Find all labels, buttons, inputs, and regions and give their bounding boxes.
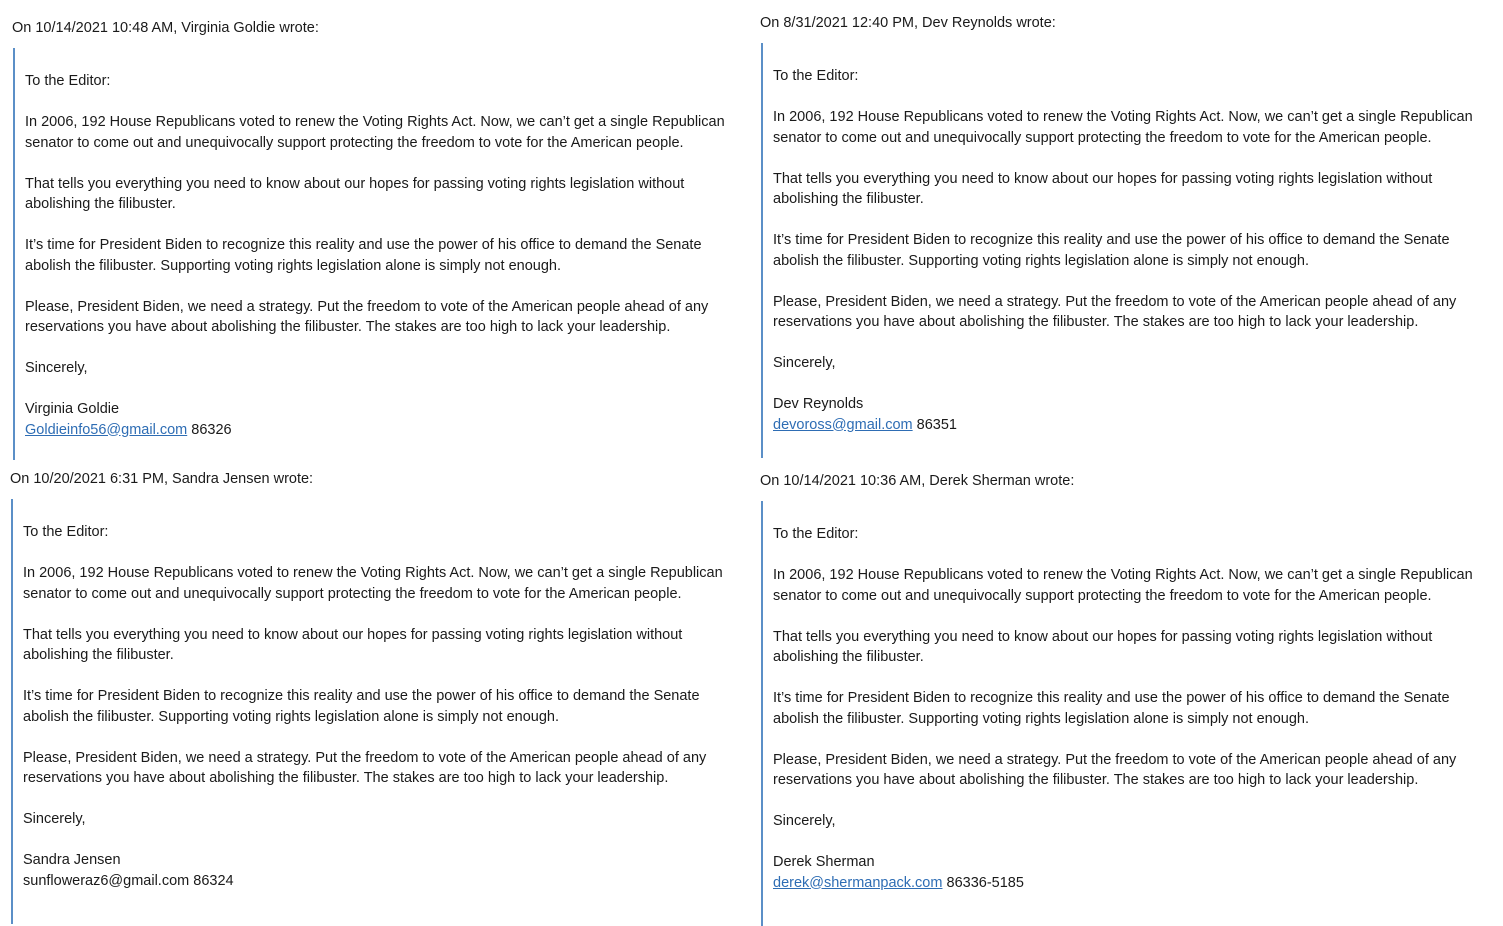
sender-contact <box>25 420 751 441</box>
paragraph-4-line-1: Please, President Biden, we need a strategy. Put the freedom to vote of the American people ahead of any <box>23 749 707 766</box>
paragraph-1-line-1: In 2006, 192 House Republicans voted to renew the Voting Rights Act. Now, we can’t get a single Republican <box>23 565 723 581</box>
paragraph-1-line-1: In 2006, 192 House Republicans voted to renew the Voting Rights Act. Now, we can’t get a single Republican <box>773 567 1473 583</box>
closing: Sincerely, <box>25 360 88 376</box>
sender-zip: 86324 <box>193 872 234 889</box>
paragraph-4-line-2: reservations you have about abolishing the filibuster. The stakes are too high to lack your leadership. <box>773 314 1419 330</box>
paragraph-3-line-1: It’s time for President Biden to recognize this reality and use the power of his office to demand the Senate <box>773 232 1450 248</box>
closing: Sincerely, <box>23 811 86 827</box>
quoted-letter <box>11 499 749 924</box>
paragraph-1-line-2: senator to come out and unequivocally support protecting the freedom to vote for the American people. <box>773 587 1432 604</box>
paragraph-3-line-1: It’s time for President Biden to recognize this reality and use the power of his office to demand the Senate <box>773 690 1450 706</box>
sender-email-link[interactable]: devoross@gmail.com <box>773 416 913 433</box>
email-header: On 10/20/2021 6:31 PM, Sandra Jensen wrote: <box>10 471 314 487</box>
sender-email: sunfloweraz6@gmail.com <box>23 872 190 889</box>
paragraph-2-line-1: That tells you everything you need to know about our hopes for passing voting rights legislation without <box>773 170 1433 187</box>
email-header: On 10/14/2021 10:48 AM, Virginia Goldie wrote: <box>12 20 319 36</box>
closing: Sincerely, <box>773 813 836 829</box>
sender-name: Virginia Goldie <box>25 401 120 417</box>
email-derek-sherman <box>760 471 1500 911</box>
paragraph-2-line-2: abolishing the filibuster. <box>773 649 924 665</box>
sender-contact <box>773 873 1499 894</box>
sender-zip: 86326 <box>191 421 232 438</box>
greeting: To the Editor: <box>773 68 859 84</box>
sender-zip: 86336-5185 <box>946 874 1024 891</box>
paragraph-4-line-2: reservations you have about abolishing the filibuster. The stakes are too high to lack your leadership. <box>773 772 1419 788</box>
paragraph-4-line-1: Please, President Biden, we need a strategy. Put the freedom to vote of the American people ahead of any <box>773 751 1457 768</box>
email-virginia-goldie <box>12 18 752 460</box>
email-dev-reynolds <box>760 13 1500 455</box>
paragraph-1-line-2: senator to come out and unequivocally support protecting the freedom to vote for the American people. <box>23 585 682 602</box>
paragraph-2-line-2: abolishing the filibuster. <box>23 647 174 663</box>
sender-email-link[interactable]: derek@shermanpack.com <box>773 874 943 891</box>
greeting: To the Editor: <box>23 524 109 540</box>
closing: Sincerely, <box>773 355 836 371</box>
paragraph-2-line-1: That tells you everything you need to know about our hopes for passing voting rights legislation without <box>23 626 683 643</box>
paragraph-3-line-2: abolish the filibuster. Supporting voting rights legislation alone is simply not enough. <box>773 710 1310 727</box>
email-header: On 10/14/2021 10:36 AM, Derek Sherman wrote: <box>760 473 1075 489</box>
paragraph-3-line-2: abolish the filibuster. Supporting voting rights legislation alone is simply not enough. <box>25 257 562 274</box>
sender-contact <box>23 871 749 892</box>
paragraph-2-line-2: abolishing the filibuster. <box>773 191 924 207</box>
paragraph-1-line-1: In 2006, 192 House Republicans voted to renew the Voting Rights Act. Now, we can’t get a single Republican <box>773 109 1473 125</box>
sender-zip: 86351 <box>916 416 957 433</box>
email-header: On 8/31/2021 12:40 PM, Dev Reynolds wrote: <box>760 15 1056 31</box>
paragraph-2-line-2: abolishing the filibuster. <box>25 196 176 212</box>
sender-email-link[interactable]: Goldieinfo56@gmail.com <box>25 421 188 438</box>
quoted-letter <box>13 48 751 460</box>
paragraph-3-line-2: abolish the filibuster. Supporting voting rights legislation alone is simply not enough. <box>773 252 1310 269</box>
paragraph-2-line-1: That tells you everything you need to know about our hopes for passing voting rights legislation without <box>25 175 685 192</box>
paragraph-3-line-1: It’s time for President Biden to recognize this reality and use the power of his office to demand the Senate <box>23 688 700 704</box>
paragraph-3-line-1: It’s time for President Biden to recognize this reality and use the power of his office to demand the Senate <box>25 237 702 253</box>
paragraph-4-line-1: Please, President Biden, we need a strategy. Put the freedom to vote of the American people ahead of any <box>773 293 1457 310</box>
sender-name: Derek Sherman <box>773 854 875 870</box>
sender-name: Sandra Jensen <box>23 852 121 868</box>
paragraph-3-line-2: abolish the filibuster. Supporting voting rights legislation alone is simply not enough. <box>23 708 560 725</box>
paragraph-4-line-2: reservations you have about abolishing the filibuster. The stakes are too high to lack your leadership. <box>25 319 671 335</box>
paragraph-1-line-2: senator to come out and unequivocally support protecting the freedom to vote for the American people. <box>773 129 1432 146</box>
paragraph-4-line-2: reservations you have about abolishing the filibuster. The stakes are too high to lack your leadership. <box>23 770 669 786</box>
greeting: To the Editor: <box>773 526 859 542</box>
paragraph-1-line-1: In 2006, 192 House Republicans voted to renew the Voting Rights Act. Now, we can’t get a single Republican <box>25 114 725 130</box>
paragraph-4-line-1: Please, President Biden, we need a strategy. Put the freedom to vote of the American people ahead of any <box>25 298 709 315</box>
email-sandra-jensen <box>10 469 750 909</box>
sender-name: Dev Reynolds <box>773 396 864 412</box>
paragraph-2-line-1: That tells you everything you need to know about our hopes for passing voting rights legislation without <box>773 628 1433 645</box>
quoted-letter <box>761 501 1499 926</box>
sender-contact <box>773 415 1499 436</box>
paragraph-1-line-2: senator to come out and unequivocally support protecting the freedom to vote for the American people. <box>25 134 684 151</box>
quoted-letter <box>761 43 1499 458</box>
greeting: To the Editor: <box>25 73 111 89</box>
